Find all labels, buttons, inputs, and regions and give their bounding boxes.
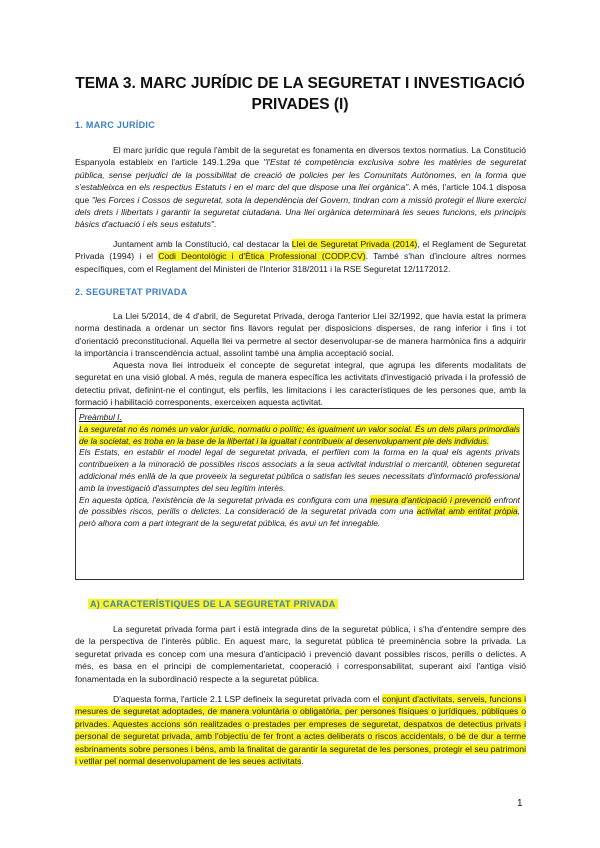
preamble-box (75, 408, 524, 580)
paragraph-text: D'aquesta forma, l'article 2.1 LSP defineix la seguretat privada com el (113, 694, 383, 704)
paragraph-text: . També s'han d'incloure altres normes específiques, com el Reglament del Ministeri de l'Interior 318/2011 i la RSE Seguretat 12/1172012. (75, 251, 526, 274)
quote-article-104: "les Forces i Cossos de seguretat, sota la dependència del Govern, tindran com a missió protegir el lliure exercici dels drets i llibertats i garantir la seguretat ciutadana. Una llei orgànica determinarà les seues funcions, els principis bàsics d'actuació i els seus estatuts" (75, 194, 526, 230)
preamble-text: enfront de possibles riscos, perills o delictes. La consideració de la seguretat privada com una (79, 494, 520, 517)
highlight-llei-seguretat-privada: Llei de Seguretat Privada (2014) (291, 239, 418, 249)
paragraph-llei-5-2014: La Llei 5/2014, de 4 d'abril, de Seguretat Privada, deroga l'anterior Llei 32/1992, que havia estat la primera norma destinada a ordenar un sector fins llavors regulat per disposicions disperses, de rang inferior i fins i tot d'orientació preconstitucional. Aquella llei va permetre al sector desenvolupar-se de manera harmònica fins a adquirir la importància i transcendència actual, assolint també una àmplia acceptació social. (75, 311, 526, 359)
preamble-highlight-valor-social: La seguretat no és només un valor jurídic, normatiu o polític; és igualment un valor social. És un dels pilars primordials de la societat, es troba en la base de la llibertat i la igualtat i contribueix al desenvolupament ple dels individus. (79, 423, 520, 446)
paragraph-text: El marc jurídic que regula l'àmbit de la seguretat es fonamenta en diversos textos normatius. La Constitució Espanyola estableix en l'article 149.1.29a que (75, 145, 526, 168)
document-title: TEMA 3. MARC JURÍDIC DE LA SEGURETAT I INVESTIGACIÓ PRIVADES (I) (75, 75, 525, 113)
highlight-mesura-anticipacio: mesura d'anticipació i prevenció (370, 494, 492, 505)
paragraph-text: Juntament amb la Constitució, cal destacar la (113, 239, 292, 249)
section-heading-marc-juridic: 1. MARC JURÍDIC (75, 120, 156, 130)
paragraph-text: . (301, 756, 304, 767)
preamble-title: Preàmbul I. (79, 412, 122, 422)
subsection-heading-caracteristiques: A) CARACTERÍSTIQUES DE LA SEGURETAT PRIVADA (90, 599, 336, 609)
paragraph-caracteristiques: La seguretat privada forma part i està integrada dins de la seguretat pública, i s'ha d'entendre sempre des de la perspectiva de l'interès públic. En aquest marc, la seguretat pública té preeminència sobre la privada. La seguretat privada es concep com una mesura d'anticipació i prevenció davant possibles riscos, perills o delictes. A més, es basa en el principi de complementarietat, cooperació i corresponsabilitat, superant així l'antiga visió fonamentada en la subordinació respecte a la seguretat pública. (75, 624, 526, 684)
highlight-definicio-seguretat-privada: conjunt d'activitats, serveis, funcions i mesures de seguretat adoptades, de manera voluntària o obligatòria, per persones físiques o jurídiques, públiques o privades. Aquestes accions són realitzades o prestades per empreses de seguretat, despatxos de detectius privats i personal de seguretat privada, amb l'objectiu de fer front a actes deliberats o riscos accidentals, o bé de dur a terme esbrinaments sobre persones i béns, amb la finalitat de garantir la seguretat de les persones, protegir el seu patrimoni i vetllar pel normal desenvolupament de les seues activitats (75, 694, 526, 767)
page-number: 1 (517, 798, 523, 809)
paragraph-seguretat-integral: Aquesta nova llei introdueix el concepte de seguretat integral, que agrupa les diferents modalitats de seguretat en una visió global. A més, regula de manera específica les activitats d'investigació privada i la professió de detectiu privat, definint-ne el contingut, els perfils, les limitacions i les característiques de les persones que, amb la formació i habilitació corresponents, exerceixen aquesta activitat. (75, 360, 526, 408)
preamble-text: En aquesta òptica, l'existència de la seguretat privada es configura com una (79, 494, 371, 505)
paragraph-text: , el Reglament de Seguretat Privada (1994) i el (75, 239, 526, 262)
preamble-text: , però alhora com a part integrant de la seguretat pública, és avui un fet innegable. (79, 506, 521, 529)
quote-article-149: "l'Estat té competència exclusiva sobre les matèries de seguretat pública, sense perjudici de la possibilitat de creació de policies per les Comunitats Autònomes, en la forma que s'estableixca en els respectius Estatuts i en el marc del que dispose una llei orgànica" (75, 157, 526, 193)
paragraph-constitucio (75, 144, 526, 231)
highlight-codi-deontologic: Codi Deontològic i d'Ètica Professional (CODP.CV) (158, 251, 366, 262)
highlight-activitat-entitat-propia: activitat amb entitat pròpia (416, 506, 518, 517)
paragraph-article-2-1 (75, 693, 526, 767)
paragraph-normativa (75, 238, 526, 275)
paragraph-text: . (213, 219, 217, 230)
preamble-paragraph-optica (79, 495, 520, 530)
section-heading-seguretat-privada: 2. SEGURETAT PRIVADA (75, 287, 188, 297)
preamble-paragraph-model-legal: Els Estats, en establir el model legal de seguretat privada, el perfilen com la forma en la qual els agents privats contribueixen a la minoració de possibles riscos associats a la seua activitat industrial o mercantil, obtenen seguretat addicional més enllà de la que proveeix la seguretat pública o satisfan les seues necessitats d'informació professional amb la investigació d'assumptes del seu legítim interès. (79, 447, 520, 493)
paragraph-text: . A més, l'article 104.1 disposa que (75, 182, 526, 205)
